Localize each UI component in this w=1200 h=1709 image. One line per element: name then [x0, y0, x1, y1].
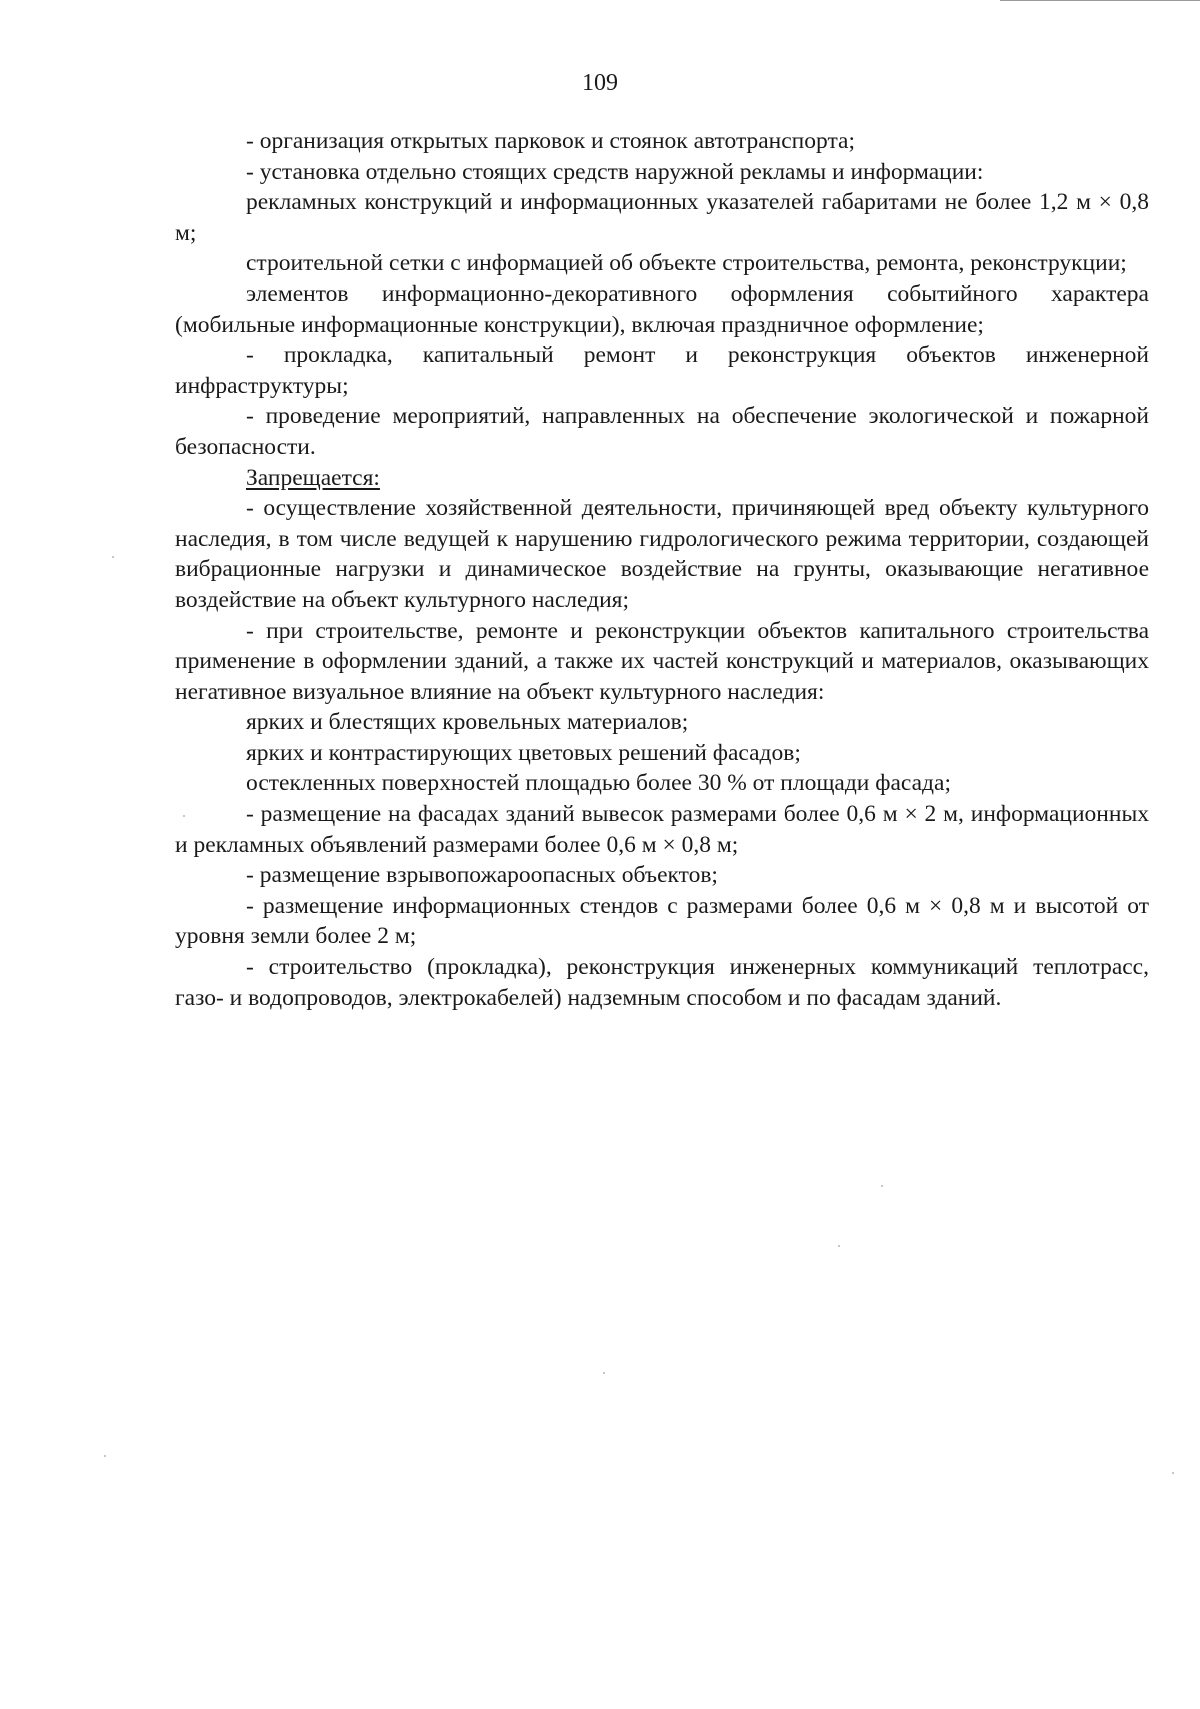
paragraph: - размещение информационных стендов с размерами более 0,6 м × 0,8 м и высотой от уровня земли более 2 м;: [175, 892, 1149, 950]
section-heading: [175, 463, 1149, 494]
paragraph: рекламных конструкций и информационных указателей габаритами не более 1,2 м × 0,8 м;: [175, 189, 1149, 246]
scan-speck: [183, 815, 185, 817]
paragraph: ярких и блестящих кровельных материалов;: [246, 709, 689, 736]
paragraph: - размещение взрывопожароопасных объектов;: [246, 862, 718, 889]
scan-speck: [112, 556, 114, 558]
paragraph: - установка отдельно стоящих средств наружной рекламы и информации:: [246, 158, 984, 185]
paragraph: - при строительстве, ремонте и реконструкции объектов капитального строительства применение в оформлении зданий, а также их частей конструкций и материалов, оказывающих негативное визуальное влияние на объект культурного наследия:: [175, 617, 1149, 705]
paragraph: - организация открытых парковок и стоянок автотранспорта;: [246, 128, 855, 154]
paragraph: - строительство (прокладка), реконструкция инженерных коммуникаций теплотрасс, газо- и водопроводов, электрокабелей) надземным способом и по фасадам зданий.: [175, 954, 1149, 1011]
prohibited-heading: Запрещается:: [246, 464, 380, 491]
scan-edge-line: [1000, 0, 1200, 1]
scan-speck: [838, 1245, 840, 1247]
paragraph: - проведение мероприятий, направленных на обеспечение экологической и пожарной безопасности.: [175, 403, 1149, 460]
paragraph: - размещение на фасадах зданий вывесок размерами более 0,6 м × 2 м, информационных и рекламных объявлений размерами более 0,6 м × 0,8 м;: [175, 801, 1149, 858]
paragraph: строительной сетки с информацией об объекте строительства, ремонта, реконструкции;: [246, 250, 1127, 277]
document-body: [175, 126, 1149, 1013]
scan-speck: [603, 1372, 605, 1374]
page-number: 109: [582, 70, 618, 96]
paragraph: - осуществление хозяйственной деятельности, причиняющей вред объекту культурного наследия, в том числе ведущей к нарушению гидрологического режима территории, создающей вибрационные нагрузки и динамическое воздействие на грунты, оказывающие негативное воздействие на объект культурного наследия;: [175, 495, 1149, 613]
scan-speck: [1172, 1472, 1174, 1474]
paragraph: ярких и контрастирующих цветовых решений фасадов;: [246, 739, 801, 766]
scan-speck: [881, 1185, 883, 1187]
paragraph: - прокладка, капитальный ремонт и реконструкция объектов инженерной инфраструктуры;: [175, 342, 1149, 399]
paragraph: остекленных поверхностей площадью более 30 % от площади фасада;: [246, 770, 951, 797]
scan-speck: [104, 1455, 106, 1457]
paragraph: элементов информационно-декоративного оформления событийного характера (мобильные информационные конструкции), включая праздничное оформление;: [175, 280, 1149, 338]
